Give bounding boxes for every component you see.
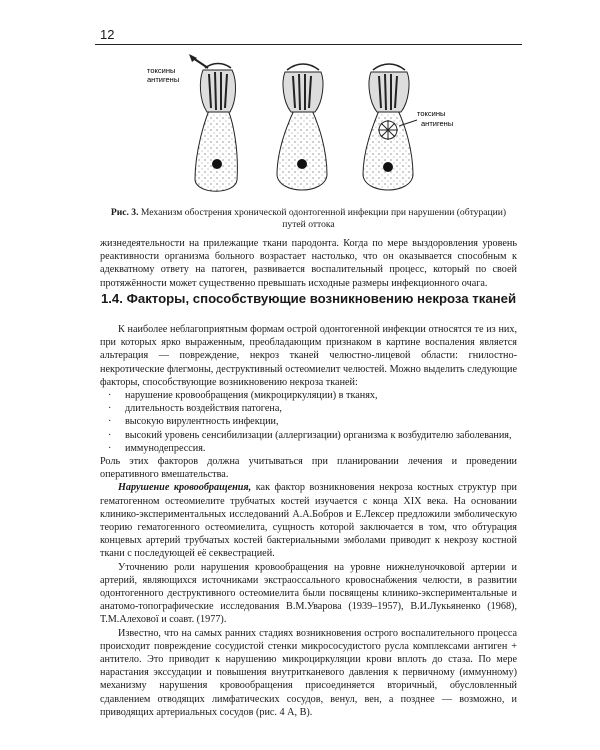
- intro-paragraph: жизнедеятельности на прилежащие ткани пародонта. Когда по мере выздоровления уровень реактивности организма больного возрастает настолько, что он оказывается способным к адекватному ответу на патоген, развивается воспалительный процесс, который по своей протяжённости может существенно превышать исходные размеры инфекционного очага.: [100, 238, 517, 289]
- paragraph-3-text: как фактор возникновения некроза костных структур при гематогенном остеомиелите трубчатых костей изучается с конца XIX века. На основании клинико-экспериментальных исследований А.А.Бобров и Е.Лексер предложили эмболическую теорию гематогенного остеомиелита, сущность которой заключается в том, что обтурация концевых артерий трубчатых костей бактериальными эмболами приводит к некрозу костной ткани с последующей её секвестрацией.: [100, 482, 517, 560]
- list-item: · высокий уровень сенсибилизации (аллергизации) организма к возбудителю заболевания,: [100, 429, 517, 442]
- figure-caption: [100, 207, 517, 231]
- paragraph-3: [100, 481, 517, 560]
- figure-label-left-2: антигены: [147, 75, 180, 84]
- section-body: [100, 323, 517, 719]
- figure-3: [95, 50, 522, 200]
- figure-label-right-2: антигены: [421, 119, 454, 128]
- figure-label-right-1: токсины: [417, 109, 446, 118]
- term-circulation: Нарушение кровообращения,: [118, 482, 252, 494]
- list-item: · высокую вирулентность инфекции,: [100, 415, 517, 428]
- tooth-diagram-1: [189, 54, 237, 191]
- figure-caption-label: Рис. 3.: [110, 207, 139, 218]
- list-item: · нарушение кровообращения (микроциркуляции) в тканях,: [100, 389, 517, 402]
- factors-list: [100, 389, 517, 455]
- header-rule: [95, 44, 522, 45]
- section-title: 1.4. Факторы, способствующие возникновению некроза тканей: [100, 291, 517, 306]
- figure-3-illustration: [95, 50, 522, 200]
- intro-text: [100, 237, 517, 290]
- tooth-diagram-3: [363, 64, 417, 190]
- paragraph-4: Уточнению роли нарушения кровообращения на уровне нижнелуночковой артерии и артерий, являющихся источниками экстраоссального кровоснабжения челюсти, в развитии одонтогенного деструктивного остеомиелита были посвящены клинико-экспериментальные и анатомо-топографические исследования В.М.Уварова (1939–1957), В.И.Лукьяненко (1968), Т.М.Алехової и соавт. (1977).: [100, 561, 517, 626]
- list-item: · иммунодепрессия.: [100, 442, 517, 455]
- page-number: 12: [100, 27, 115, 42]
- paragraph-5: Известно, что на самых ранних стадиях возникновения острого воспалительного процесса происходит повреждение сосудистой стенки микрососудистого русла комплексами антиген + антитело. Это приводит к нарушению микроциркуляции крови вплоть до стаза. По мере нарастания экссудации и повышения внутритканевого давления к первичному (иммунному) механизму нарушения кровообращения присоединяется вторичный, обусловленный сдавлением отводящих лимфатических сосудов, венул, вен, а позднее — возможно, и приводящих артериальных сосудов (рис. 4 А, В).: [100, 627, 517, 718]
- paragraph-1: К наиболее неблагоприятным формам острой одонтогенной инфекции относятся те из них, при которых ярко выраженным, преобладающим признаком в картине воспаления является альтерация — повреждение, некроз тканей челюстно-лицевой области: гнилостно-некротические флегмоны, деструктивный остеомиелит челюстей. Можно выделить следующие факторы, способствующие возникновению некроза тканей:: [100, 324, 517, 388]
- figure-label-left-1: токсины: [147, 66, 176, 75]
- paragraph-2: Роль этих факторов должна учитываться при планировании лечения и проведении оперативного вмешательства.: [100, 456, 517, 481]
- list-item: · длительность воздействия патогена,: [100, 402, 517, 415]
- tooth-diagram-2: [277, 64, 327, 190]
- figure-caption-text: Механизм обострения хронической одонтогенной инфекции при нарушении (обтурации) путей оттока: [140, 207, 507, 230]
